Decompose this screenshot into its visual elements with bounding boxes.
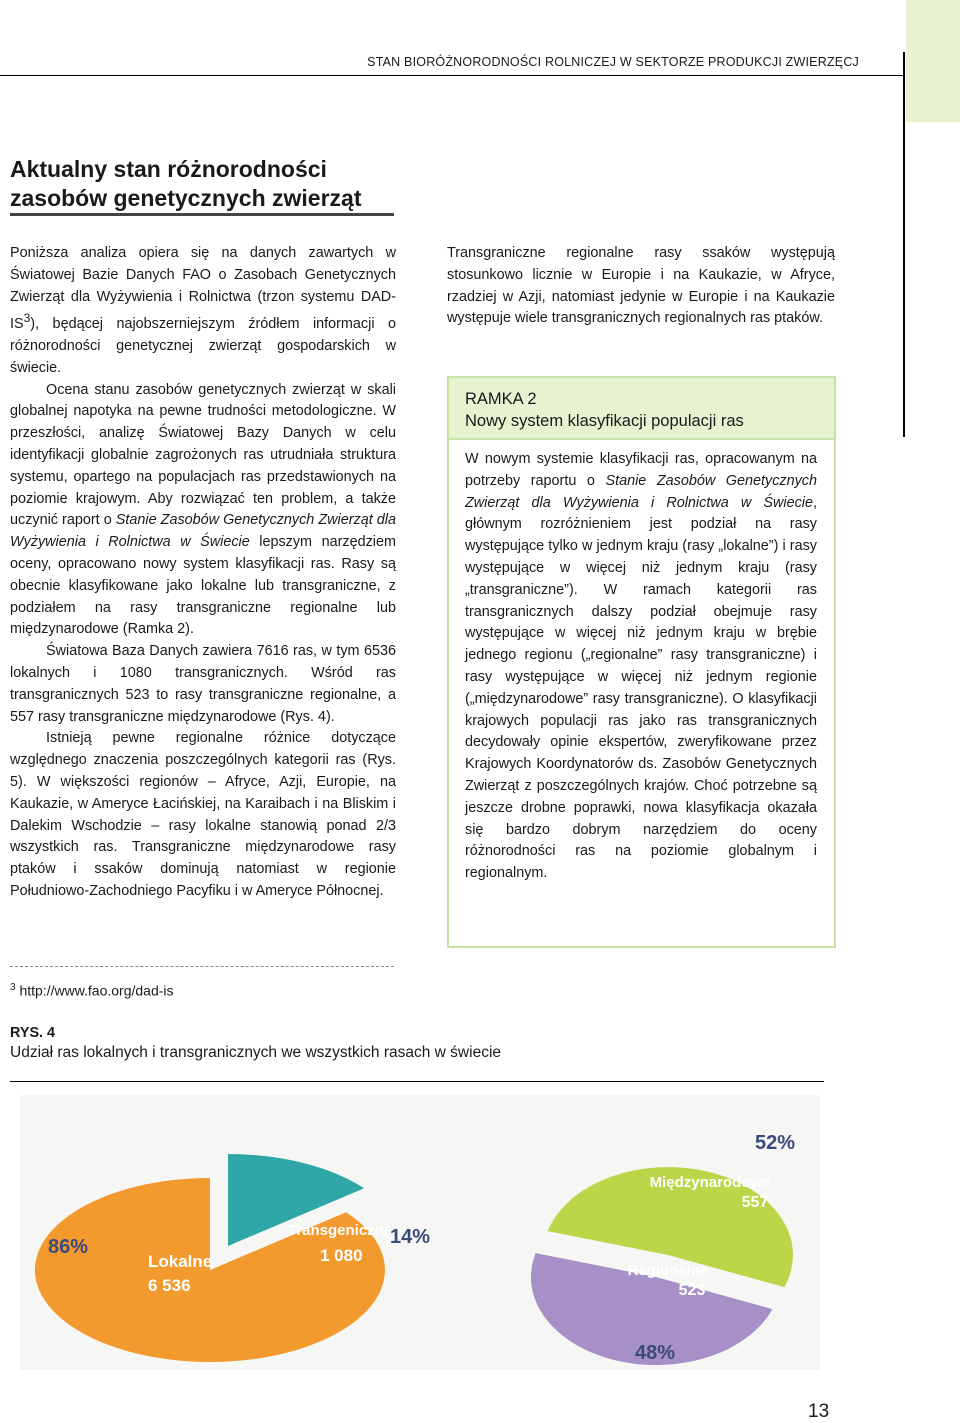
footnote-ref: 3 <box>23 311 31 326</box>
box-body <box>465 449 817 885</box>
box-body-italic: Stanie Zasobów Genetycznych Zwierząt dla Wyżywienia i Rolnictwa w Świecie <box>465 472 817 511</box>
slice-value-lokalne: 6 536 <box>148 1276 191 1295</box>
section-title <box>10 155 410 213</box>
slice-value-miedzynarodowe: 557 <box>741 1194 769 1211</box>
margin-line <box>903 52 905 437</box>
box-body-text-b: , głównym rozróżnieniem jest podział na rasy występujące tylko w jednym kraju (rasy „lokalne”) i rasy występujące w więcej niż jednym kraju (rasy „transgraniczne”). W ramach kategorii ras transgranicznych dalszy podział obejmuje rasy występujące w więcej niż jednym kraju w brębie jednego regionu („regionalne” rasy transgraniczne) i rasy występujące w więcej niż jednym regionie („międzynarodowe” rasy transgraniczne). O klasyfikacji krajowych populacji ras jako ras transgranicznych decydowały opinie ekspertów, zweryfikowane przez Krajowych Koordynatorów ds. Zasobów Genetycznych Zwierząt z poszczególnych krajów. Choć potrzebne są jeszcze drobne poprawki, nowa klasyfikacja okazała się bardzo dobrym narzędziem do oceny różnorodności ras na poziomie globalnym i regionalnym. <box>465 494 817 882</box>
footnote <box>10 982 174 999</box>
running-head: STAN BIORÓŻNORODNOŚCI ROLNICZEJ W SEKTORZE PRODUKCJI ZWIERZĘCJ <box>367 55 859 69</box>
paragraph-2-text-b: lepszym narzędziem oceny, opracowano nowy system klasyfikacji ras. Rasy są obecnie klasyfikowane jako lokalne lub transgraniczne, z podziałem na rasy transgraniczne regionalne lub międzynarodowe (Ramka 2). <box>10 534 396 638</box>
footnote-text: http://www.fao.org/dad-is <box>15 982 174 999</box>
sidebar-box <box>447 376 836 948</box>
slice-value-transgeniczne: 1 080 <box>320 1246 363 1265</box>
paragraph-2-italic: Stanie Zasobów Genetycznych Zwierząt dla Wyżywienia i Rolnictwa w Świecie <box>10 512 396 551</box>
paragraph-2 <box>10 380 396 642</box>
page-number: 13 <box>808 1401 830 1422</box>
slice-label-regionalne: Regionalne <box>627 1262 709 1279</box>
slice-label-miedzynarodowe: Międzynarodowe <box>649 1174 771 1191</box>
pie-chart <box>20 1095 820 1370</box>
paragraph-1-text-b: ), będącej najobszerniejszym źródłem informacji o różnorodności genetycznej zwierząt gospodarskich w świecie. <box>10 316 396 376</box>
slice-value-regionalne: 523 <box>678 1282 706 1299</box>
title-line-2: zasobów genetycznych zwierząt <box>10 185 362 211</box>
footnote-number: 3 <box>10 982 16 993</box>
figure-label: RYS. 4 <box>10 1025 56 1041</box>
box-body-text-a: W nowym systemie klasyfikacji ras, opracowanym na potrzeby raportu o <box>465 451 817 489</box>
paragraph-4: Istnieją pewne regionalne różnice dotyczące względnego znaczenia poszczególnych kategorii ras (Rys. 5). W większości regionów – Afryce, Azji, Europie, na Kaukazie, w Ameryce Łacińskiej, na Karaibach i na Bliskim i Dalekim Wschodzie – rasy lokalne stanowią ponad 2/3 wszystkich ras. Transgraniczne międzynarodowe rasy ptaków i ssaków dominują natomiast w regionie Południowo-Zachodniego Pacyfiku i w Ameryce Północnej. <box>10 730 396 899</box>
slice-label-lokalne: Lokalne <box>148 1252 213 1271</box>
corner-accent <box>906 0 960 122</box>
percent-label-transgeniczne: 14% <box>390 1226 431 1248</box>
figure-rule <box>10 1081 824 1082</box>
header-rule <box>0 75 903 76</box>
paragraph-2-text-a: Ocena stanu zasobów genetycznych zwierząt w skali globalnej napotyka na pewne trudności metodologiczne. W przeszłości, analizę Światowej Bazy Danych w celu identyfikacji globalnie zagrożonych ras utrudniała struktura systemu, opartego na populacjach ras przedstawionych na poziomie krajowym. Aby rozwiązać ten problem, a także uczynić raport o <box>10 381 396 529</box>
percent-label-miedzynarodowe: 52% <box>754 1132 796 1154</box>
title-rule <box>10 213 394 216</box>
box-title: Nowy system klasyfikacji populacji ras <box>465 412 744 430</box>
paragraph-1 <box>10 243 396 380</box>
slice-label-transgeniczne: Transgeniczne <box>288 1222 393 1239</box>
figure-caption: Udział ras lokalnych i transgranicznych we wszystkich rasach w świecie <box>10 1044 502 1061</box>
left-column <box>10 243 396 903</box>
chart-svg <box>20 1095 820 1370</box>
paragraph-3: Światowa Baza Danych zawiera 7616 ras, w tym 6536 lokalnych i 1080 transgranicznych. Wśród ras transgranicznych 523 to rasy transgraniczne regionalne, a 557 rasy transgraniczne międzynarodowe (Rys. 4). <box>10 643 396 725</box>
percent-label-regionalne: 48% <box>634 1342 676 1364</box>
right-column-intro: Transgraniczne regionalne rasy ssaków występują stosunkowo licznie w Europie i na Kaukazie, w Afryce, rzadziej w Azji, natomiast jedynie w Europie i na Kaukazie występuje wiele transgranicznych regionalnych ras ptaków. <box>447 245 835 327</box>
paragraph-1-text-a: Poniższa analiza opiera się na danych zawartych w Światowej Bazie Danych FAO o Zasobach Genetycznych Zwierząt dla Wyżywienia i Rolnictwa (trzon systemu DAD-IS <box>10 245 396 333</box>
title-line-1: Aktualny stan różnorodności <box>10 156 327 182</box>
box-separator <box>449 438 834 440</box>
footnote-rule <box>10 966 394 967</box>
percent-label-lokalne: 86% <box>48 1236 89 1258</box>
box-label: RAMKA 2 <box>465 390 537 408</box>
